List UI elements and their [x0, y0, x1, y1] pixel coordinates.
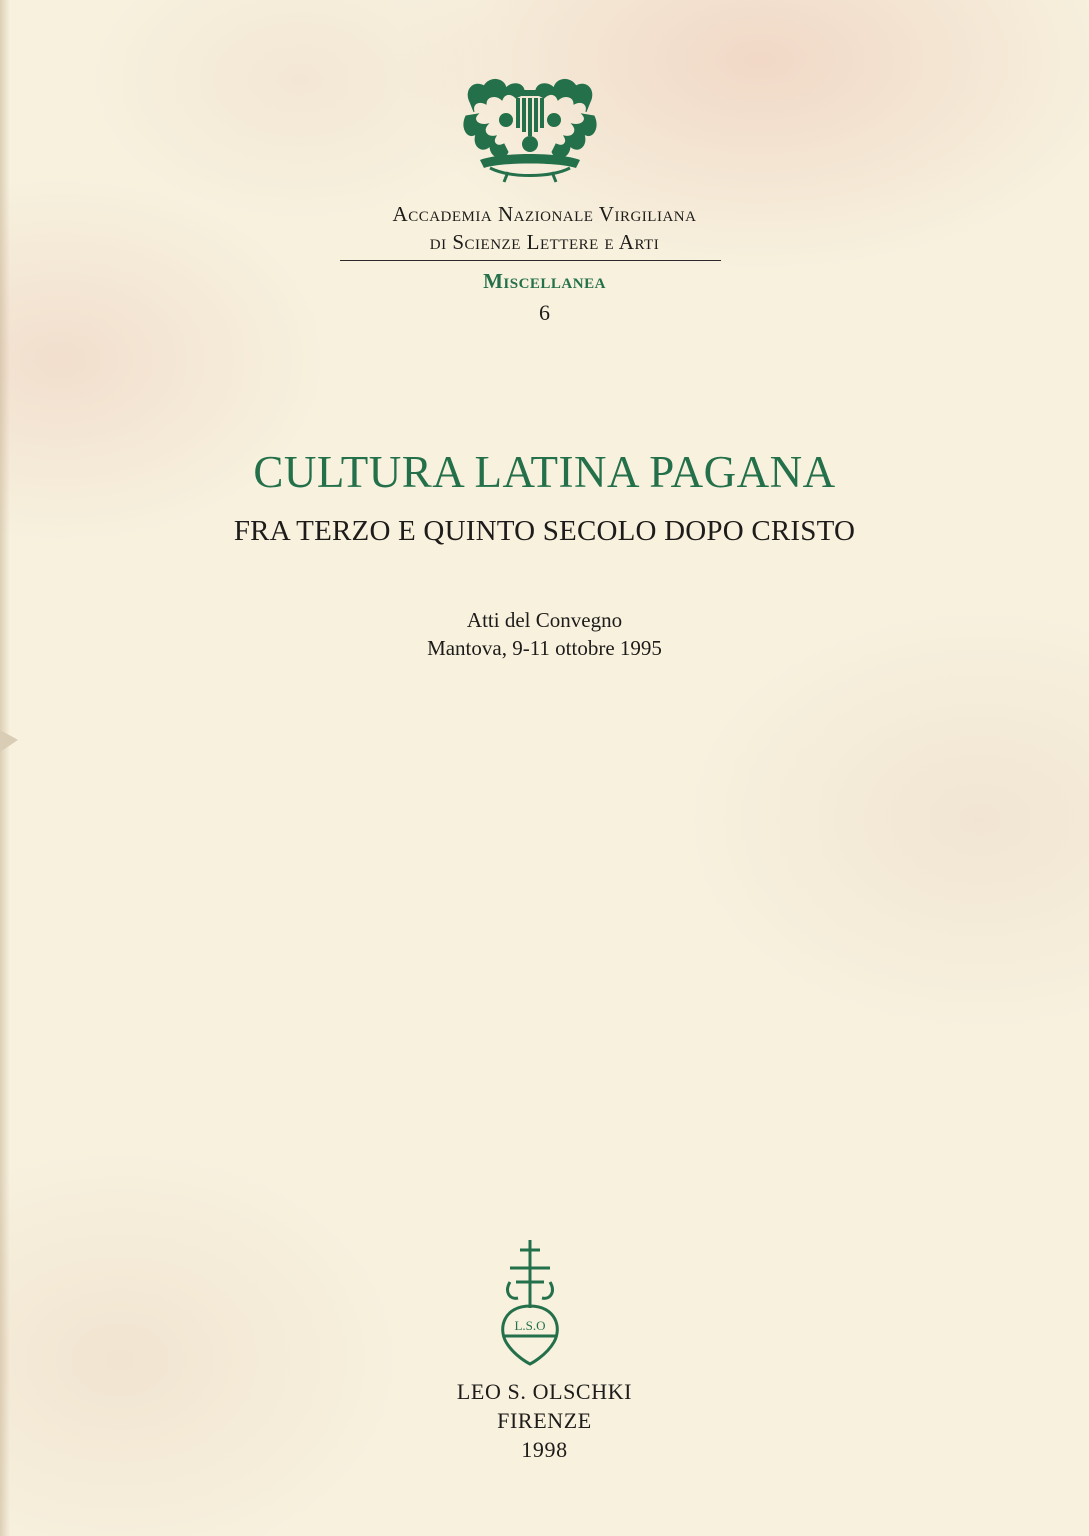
olschki-printer-mark-icon [490, 1238, 570, 1368]
printer-mark-letters: L.S.O [514, 1318, 546, 1333]
publisher-city: FIRENZE [497, 1408, 592, 1433]
academy-name-line2: di Scienze Lettere e Arti [429, 230, 660, 254]
conference-place-date: Mantova, 9-11 ottobre 1995 [427, 636, 662, 660]
series-name: Miscellanea [483, 269, 606, 293]
academy-crest-icon [460, 72, 600, 184]
series-number: 6 [539, 300, 550, 325]
publication-year: 1998 [521, 1437, 568, 1462]
book-title: CULTURA LATINA PAGANA [253, 447, 836, 497]
publisher-name: LEO S. OLSCHKI [456, 1379, 633, 1404]
book-subtitle: FRA TERZO E QUINTO SECOLO DOPO CRISTO [233, 515, 856, 547]
header-divider [340, 260, 721, 261]
proceedings-label: Atti del Convegno [466, 608, 623, 632]
academy-name-line1: Accademia Nazionale Virgiliana [392, 202, 697, 226]
